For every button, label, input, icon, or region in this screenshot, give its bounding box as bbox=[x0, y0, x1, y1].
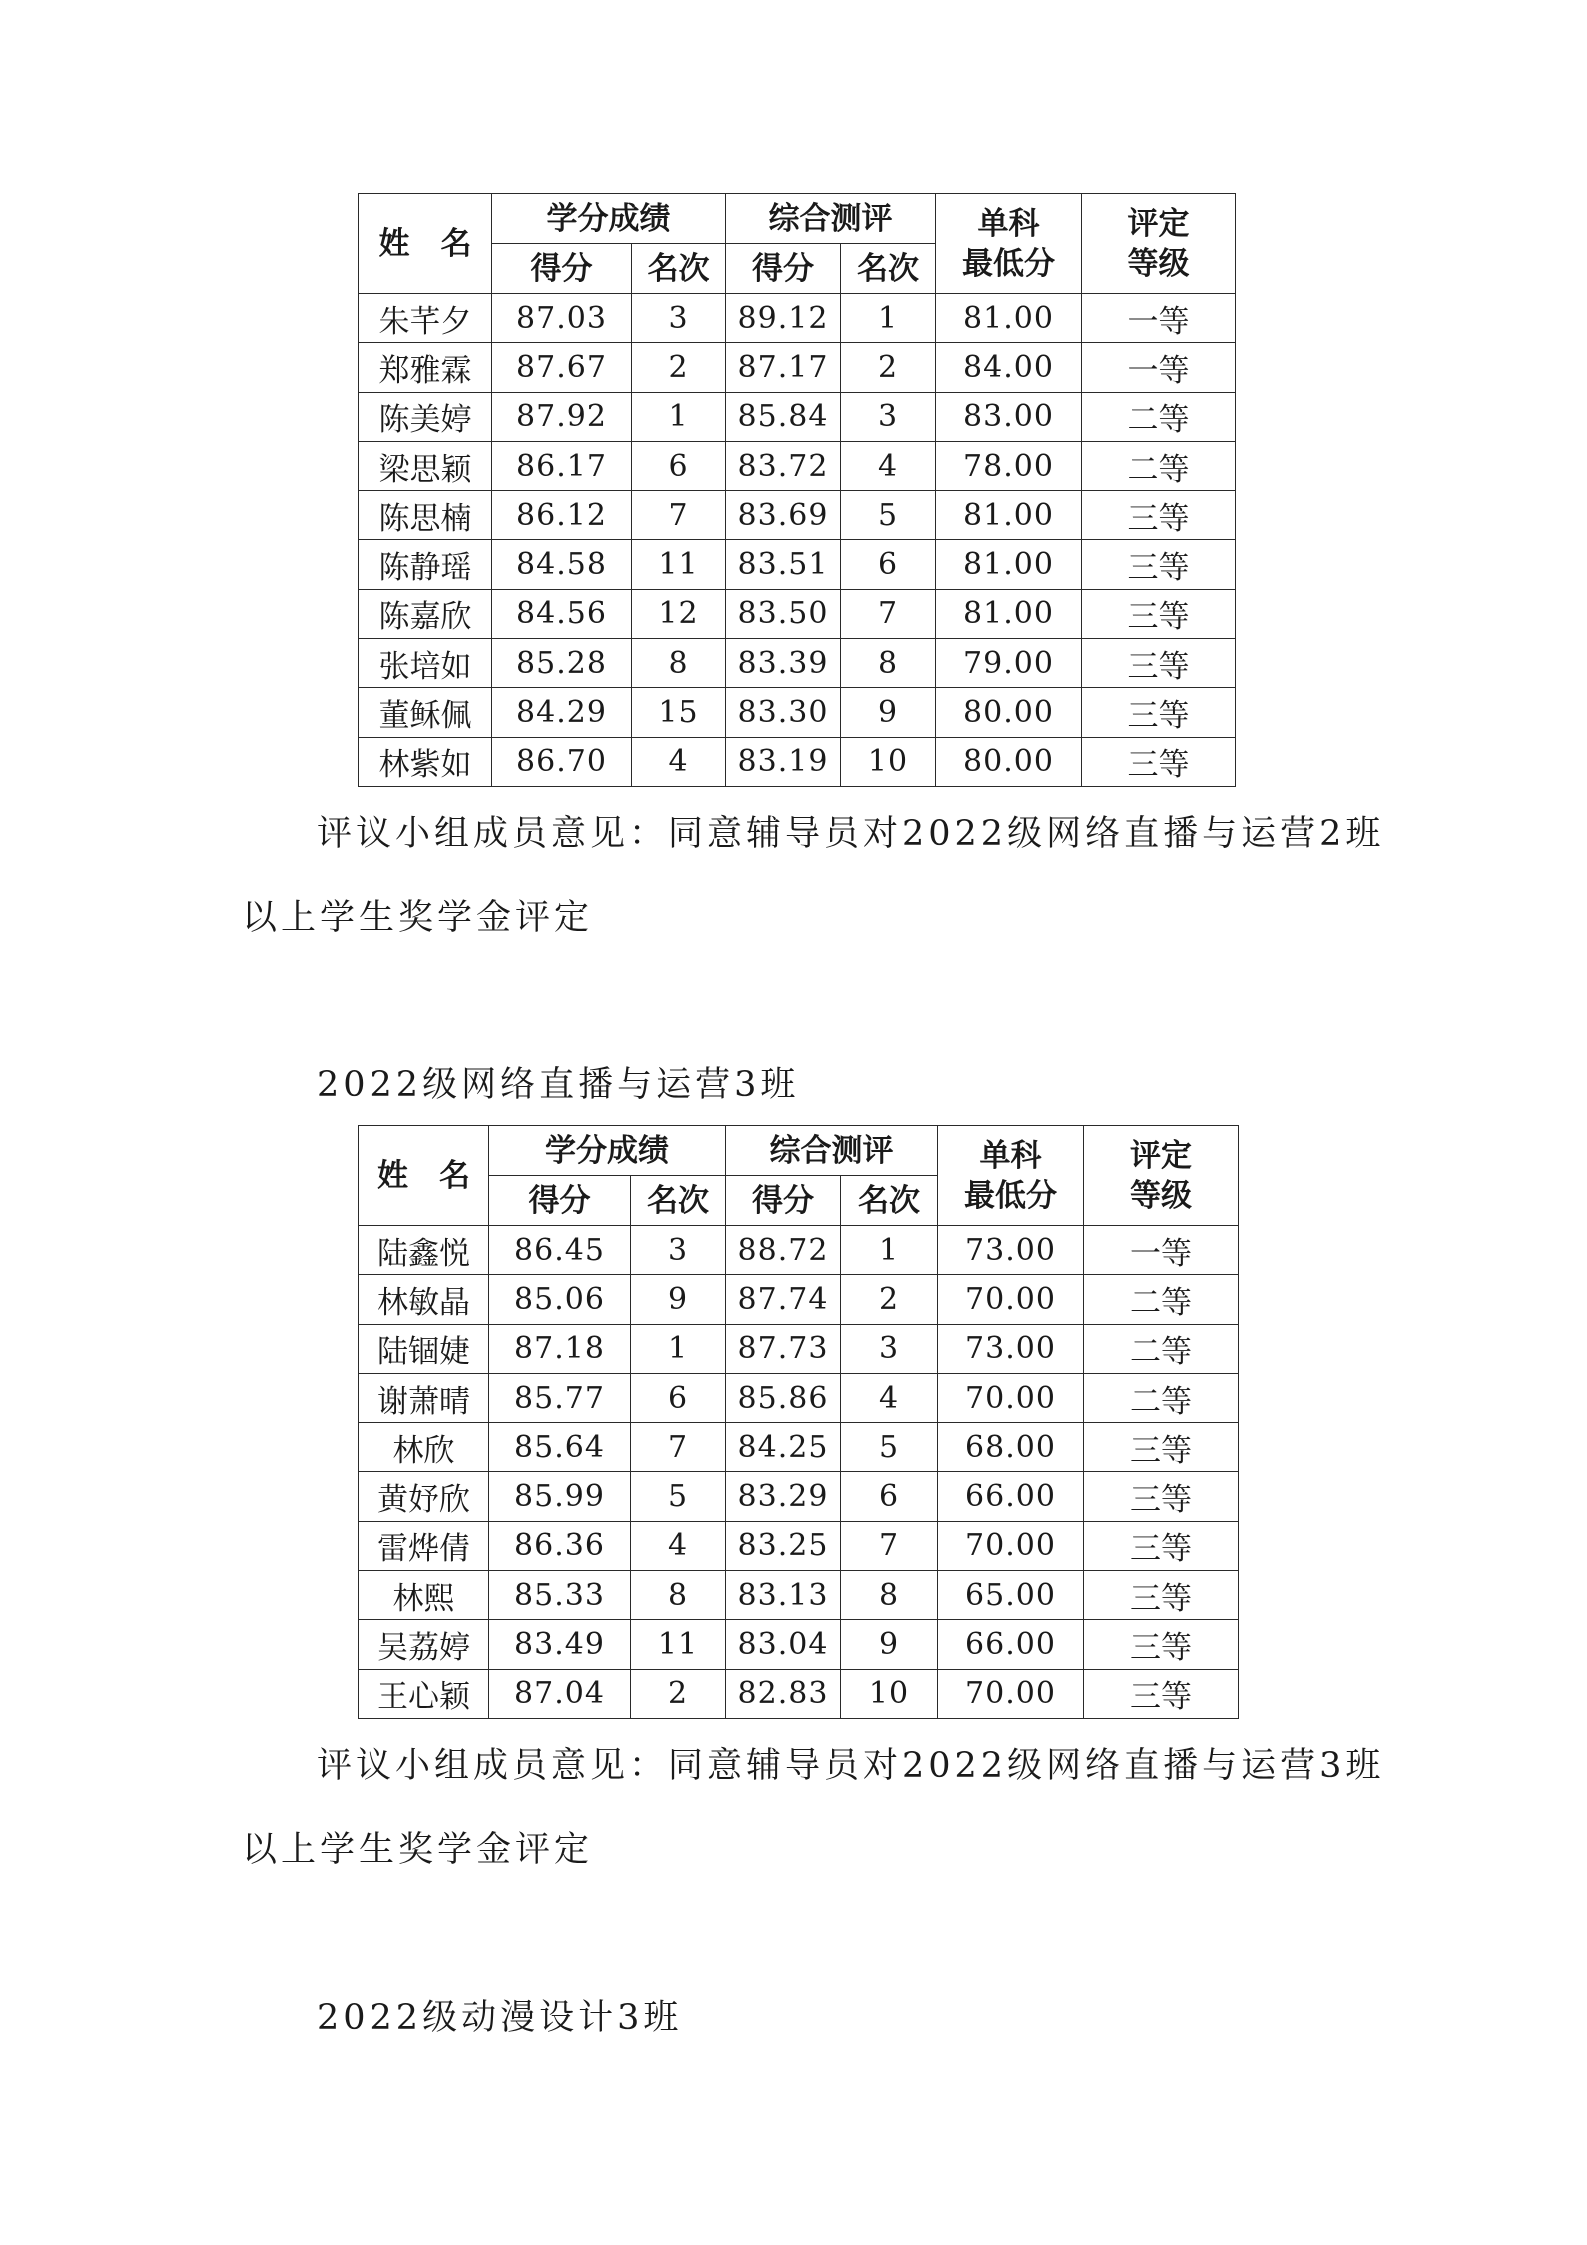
cell-min-score: 73.00 bbox=[938, 1324, 1084, 1373]
scholarship-table-class-2 bbox=[358, 193, 1236, 787]
cell-name: 陆锢婕 bbox=[359, 1324, 489, 1373]
cell-name: 林紫如 bbox=[359, 737, 492, 786]
cell-min-score: 84.00 bbox=[936, 343, 1082, 392]
cell-min-score: 65.00 bbox=[938, 1571, 1084, 1620]
cell-name: 董稣佩 bbox=[359, 688, 492, 737]
cell-name: 张培如 bbox=[359, 639, 492, 688]
cell-eval-rank: 5 bbox=[841, 1423, 938, 1472]
table-row bbox=[359, 688, 1236, 737]
cell-name: 陈嘉欣 bbox=[359, 589, 492, 638]
cell-credit-score: 85.64 bbox=[489, 1423, 631, 1472]
cell-credit-score: 87.67 bbox=[492, 343, 632, 392]
cell-eval-score: 83.13 bbox=[726, 1571, 841, 1620]
header-credit-group: 学分成绩 bbox=[489, 1126, 726, 1176]
cell-eval-rank: 6 bbox=[841, 1472, 938, 1521]
cell-min-score: 70.00 bbox=[938, 1521, 1084, 1570]
cell-credit-rank: 5 bbox=[631, 1472, 726, 1521]
cell-credit-score: 84.56 bbox=[492, 589, 632, 638]
cell-credit-score: 86.12 bbox=[492, 491, 632, 540]
header-credit-group: 学分成绩 bbox=[492, 194, 726, 244]
cell-eval-rank: 7 bbox=[841, 589, 936, 638]
table-row bbox=[359, 294, 1236, 343]
cell-eval-rank: 3 bbox=[841, 392, 936, 441]
cell-credit-score: 85.77 bbox=[489, 1373, 631, 1422]
header-eval-rank: 名次 bbox=[841, 1176, 938, 1226]
cell-min-score: 66.00 bbox=[938, 1620, 1084, 1669]
cell-credit-rank: 2 bbox=[631, 1669, 726, 1718]
cell-eval-score: 83.29 bbox=[726, 1472, 841, 1521]
cell-grade: 三等 bbox=[1082, 491, 1236, 540]
opinion-class-2-line2: 以上学生奖学金评定 bbox=[242, 898, 594, 938]
cell-eval-rank: 9 bbox=[841, 688, 936, 737]
cell-credit-score: 87.18 bbox=[489, 1324, 631, 1373]
table-row bbox=[359, 1275, 1239, 1324]
cell-eval-score: 88.72 bbox=[726, 1226, 841, 1275]
cell-name: 林敏晶 bbox=[359, 1275, 489, 1324]
cell-eval-score: 89.12 bbox=[726, 294, 841, 343]
cell-credit-score: 85.33 bbox=[489, 1571, 631, 1620]
cell-eval-score: 83.72 bbox=[726, 441, 841, 490]
cell-grade: 一等 bbox=[1082, 343, 1236, 392]
cell-credit-rank: 1 bbox=[631, 1324, 726, 1373]
table-row bbox=[359, 1423, 1239, 1472]
table-row bbox=[359, 737, 1236, 786]
cell-credit-score: 86.36 bbox=[489, 1521, 631, 1570]
header-credit-rank: 名次 bbox=[631, 1176, 726, 1226]
table-row bbox=[359, 1620, 1239, 1669]
cell-name: 黄妤欣 bbox=[359, 1472, 489, 1521]
cell-eval-rank: 1 bbox=[841, 294, 936, 343]
cell-credit-rank: 7 bbox=[632, 491, 726, 540]
cell-min-score: 81.00 bbox=[936, 294, 1082, 343]
scholarship-table-class-3 bbox=[358, 1125, 1239, 1719]
header-credit-score: 得分 bbox=[489, 1176, 631, 1226]
cell-credit-rank: 11 bbox=[632, 540, 726, 589]
cell-name: 雷烨倩 bbox=[359, 1521, 489, 1570]
header-min-score-line1: 单科 bbox=[979, 1137, 1042, 1174]
cell-eval-rank: 10 bbox=[841, 737, 936, 786]
cell-credit-rank: 3 bbox=[631, 1226, 726, 1275]
cell-grade: 三等 bbox=[1082, 688, 1236, 737]
header-min-score bbox=[938, 1126, 1084, 1226]
cell-credit-score: 83.49 bbox=[489, 1620, 631, 1669]
cell-eval-rank: 10 bbox=[841, 1669, 938, 1718]
cell-min-score: 81.00 bbox=[936, 589, 1082, 638]
cell-credit-score: 85.99 bbox=[489, 1472, 631, 1521]
section-title-animation-class-3: 2022级动漫设计3班 bbox=[317, 1998, 683, 2038]
cell-grade: 三等 bbox=[1084, 1620, 1239, 1669]
cell-eval-score: 82.83 bbox=[726, 1669, 841, 1718]
cell-credit-rank: 9 bbox=[631, 1275, 726, 1324]
table-row bbox=[359, 491, 1236, 540]
header-name: 姓 名 bbox=[359, 194, 492, 294]
cell-credit-score: 85.28 bbox=[492, 639, 632, 688]
table-row bbox=[359, 1324, 1239, 1373]
cell-eval-rank: 9 bbox=[841, 1620, 938, 1669]
cell-grade: 二等 bbox=[1084, 1373, 1239, 1422]
cell-credit-rank: 6 bbox=[631, 1373, 726, 1422]
cell-min-score: 70.00 bbox=[938, 1275, 1084, 1324]
header-eval-group: 综合测评 bbox=[726, 194, 936, 244]
cell-grade: 三等 bbox=[1082, 737, 1236, 786]
cell-grade: 三等 bbox=[1082, 639, 1236, 688]
cell-eval-score: 83.39 bbox=[726, 639, 841, 688]
cell-credit-rank: 15 bbox=[632, 688, 726, 737]
cell-credit-rank: 11 bbox=[631, 1620, 726, 1669]
table-row bbox=[359, 540, 1236, 589]
cell-credit-rank: 4 bbox=[632, 737, 726, 786]
cell-eval-score: 83.69 bbox=[726, 491, 841, 540]
cell-eval-rank: 1 bbox=[841, 1226, 938, 1275]
header-eval-group: 综合测评 bbox=[726, 1126, 938, 1176]
cell-eval-rank: 3 bbox=[841, 1324, 938, 1373]
cell-min-score: 79.00 bbox=[936, 639, 1082, 688]
table-row bbox=[359, 1521, 1239, 1570]
cell-name: 陈美婷 bbox=[359, 392, 492, 441]
cell-grade: 三等 bbox=[1084, 1472, 1239, 1521]
cell-credit-rank: 7 bbox=[631, 1423, 726, 1472]
cell-name: 林熙 bbox=[359, 1571, 489, 1620]
cell-min-score: 68.00 bbox=[938, 1423, 1084, 1472]
header-credit-score: 得分 bbox=[492, 244, 632, 294]
header-name: 姓 名 bbox=[359, 1126, 489, 1226]
cell-eval-score: 87.74 bbox=[726, 1275, 841, 1324]
opinion-class-3-line2: 以上学生奖学金评定 bbox=[242, 1830, 594, 1870]
cell-eval-score: 85.86 bbox=[726, 1373, 841, 1422]
cell-min-score: 81.00 bbox=[936, 540, 1082, 589]
cell-credit-score: 86.17 bbox=[492, 441, 632, 490]
cell-min-score: 78.00 bbox=[936, 441, 1082, 490]
cell-eval-score: 83.25 bbox=[726, 1521, 841, 1570]
cell-credit-rank: 8 bbox=[632, 639, 726, 688]
cell-grade: 二等 bbox=[1084, 1324, 1239, 1373]
cell-grade: 二等 bbox=[1082, 441, 1236, 490]
cell-eval-rank: 2 bbox=[841, 1275, 938, 1324]
cell-credit-score: 85.06 bbox=[489, 1275, 631, 1324]
table-row bbox=[359, 1226, 1239, 1275]
cell-eval-rank: 2 bbox=[841, 343, 936, 392]
cell-eval-score: 83.30 bbox=[726, 688, 841, 737]
cell-credit-rank: 3 bbox=[632, 294, 726, 343]
cell-grade: 一等 bbox=[1082, 294, 1236, 343]
cell-credit-rank: 12 bbox=[632, 589, 726, 638]
table-body bbox=[359, 1226, 1239, 1719]
cell-name: 郑雅霖 bbox=[359, 343, 492, 392]
header-grade-line2: 等级 bbox=[1127, 245, 1190, 282]
cell-eval-rank: 4 bbox=[841, 441, 936, 490]
cell-grade: 一等 bbox=[1084, 1226, 1239, 1275]
cell-credit-score: 87.04 bbox=[489, 1669, 631, 1718]
table-row bbox=[359, 639, 1236, 688]
cell-min-score: 66.00 bbox=[938, 1472, 1084, 1521]
cell-eval-score: 87.73 bbox=[726, 1324, 841, 1373]
header-min-score-line1: 单科 bbox=[977, 205, 1040, 242]
header-min-score-line2: 最低分 bbox=[962, 245, 1055, 282]
cell-min-score: 80.00 bbox=[936, 737, 1082, 786]
cell-name: 吴荔婷 bbox=[359, 1620, 489, 1669]
cell-credit-score: 84.58 bbox=[492, 540, 632, 589]
cell-grade: 三等 bbox=[1084, 1571, 1239, 1620]
cell-grade: 二等 bbox=[1082, 392, 1236, 441]
cell-min-score: 81.00 bbox=[936, 491, 1082, 540]
cell-eval-rank: 6 bbox=[841, 540, 936, 589]
header-eval-score: 得分 bbox=[726, 1176, 841, 1226]
cell-name: 王心颖 bbox=[359, 1669, 489, 1718]
cell-name: 梁思颖 bbox=[359, 441, 492, 490]
cell-credit-score: 87.92 bbox=[492, 392, 632, 441]
cell-credit-rank: 1 bbox=[632, 392, 726, 441]
cell-name: 谢萧晴 bbox=[359, 1373, 489, 1422]
cell-min-score: 70.00 bbox=[938, 1669, 1084, 1718]
cell-min-score: 83.00 bbox=[936, 392, 1082, 441]
cell-name: 陈思楠 bbox=[359, 491, 492, 540]
cell-eval-score: 84.25 bbox=[726, 1423, 841, 1472]
cell-grade: 二等 bbox=[1084, 1275, 1239, 1324]
cell-credit-rank: 6 bbox=[632, 441, 726, 490]
table-row bbox=[359, 392, 1236, 441]
cell-credit-rank: 4 bbox=[631, 1521, 726, 1570]
header-credit-rank: 名次 bbox=[632, 244, 726, 294]
cell-credit-score: 86.70 bbox=[492, 737, 632, 786]
opinion-class-2-line1: 评议小组成员意见：同意辅导员对2022级网络直播与运营2班 bbox=[317, 814, 1385, 854]
header-grade-line1: 评定 bbox=[1127, 205, 1190, 242]
cell-credit-score: 86.45 bbox=[489, 1226, 631, 1275]
cell-grade: 三等 bbox=[1082, 589, 1236, 638]
cell-eval-rank: 8 bbox=[841, 1571, 938, 1620]
table-row bbox=[359, 1571, 1239, 1620]
cell-grade: 三等 bbox=[1084, 1423, 1239, 1472]
cell-eval-score: 83.51 bbox=[726, 540, 841, 589]
cell-min-score: 80.00 bbox=[936, 688, 1082, 737]
table-body bbox=[359, 294, 1236, 787]
header-grade bbox=[1084, 1126, 1239, 1226]
table-row bbox=[359, 1472, 1239, 1521]
header-eval-rank: 名次 bbox=[841, 244, 936, 294]
cell-eval-score: 83.50 bbox=[726, 589, 841, 638]
cell-eval-score: 83.19 bbox=[726, 737, 841, 786]
cell-name: 陆鑫悦 bbox=[359, 1226, 489, 1275]
cell-credit-score: 84.29 bbox=[492, 688, 632, 737]
cell-grade: 三等 bbox=[1082, 540, 1236, 589]
table-row bbox=[359, 589, 1236, 638]
cell-eval-score: 87.17 bbox=[726, 343, 841, 392]
table-row bbox=[359, 441, 1236, 490]
cell-credit-rank: 2 bbox=[632, 343, 726, 392]
cell-name: 朱芊夕 bbox=[359, 294, 492, 343]
cell-eval-rank: 7 bbox=[841, 1521, 938, 1570]
table-row bbox=[359, 1373, 1239, 1422]
table-row bbox=[359, 1669, 1239, 1718]
table-row bbox=[359, 343, 1236, 392]
cell-credit-score: 87.03 bbox=[492, 294, 632, 343]
cell-name: 陈静瑶 bbox=[359, 540, 492, 589]
cell-min-score: 70.00 bbox=[938, 1373, 1084, 1422]
cell-eval-score: 83.04 bbox=[726, 1620, 841, 1669]
header-min-score-line2: 最低分 bbox=[964, 1177, 1057, 1214]
cell-min-score: 73.00 bbox=[938, 1226, 1084, 1275]
cell-grade: 三等 bbox=[1084, 1521, 1239, 1570]
opinion-class-3-line1: 评议小组成员意见：同意辅导员对2022级网络直播与运营3班 bbox=[317, 1746, 1385, 1786]
header-grade-line2: 等级 bbox=[1130, 1177, 1192, 1214]
cell-eval-rank: 5 bbox=[841, 491, 936, 540]
header-min-score bbox=[936, 194, 1082, 294]
header-grade-line1: 评定 bbox=[1130, 1137, 1192, 1174]
cell-credit-rank: 8 bbox=[631, 1571, 726, 1620]
cell-eval-rank: 4 bbox=[841, 1373, 938, 1422]
cell-eval-rank: 8 bbox=[841, 639, 936, 688]
cell-grade: 三等 bbox=[1084, 1669, 1239, 1718]
header-grade bbox=[1082, 194, 1236, 294]
cell-name: 林欣 bbox=[359, 1423, 489, 1472]
section-title-class-3: 2022级网络直播与运营3班 bbox=[317, 1065, 800, 1105]
cell-eval-score: 85.84 bbox=[726, 392, 841, 441]
header-eval-score: 得分 bbox=[726, 244, 841, 294]
